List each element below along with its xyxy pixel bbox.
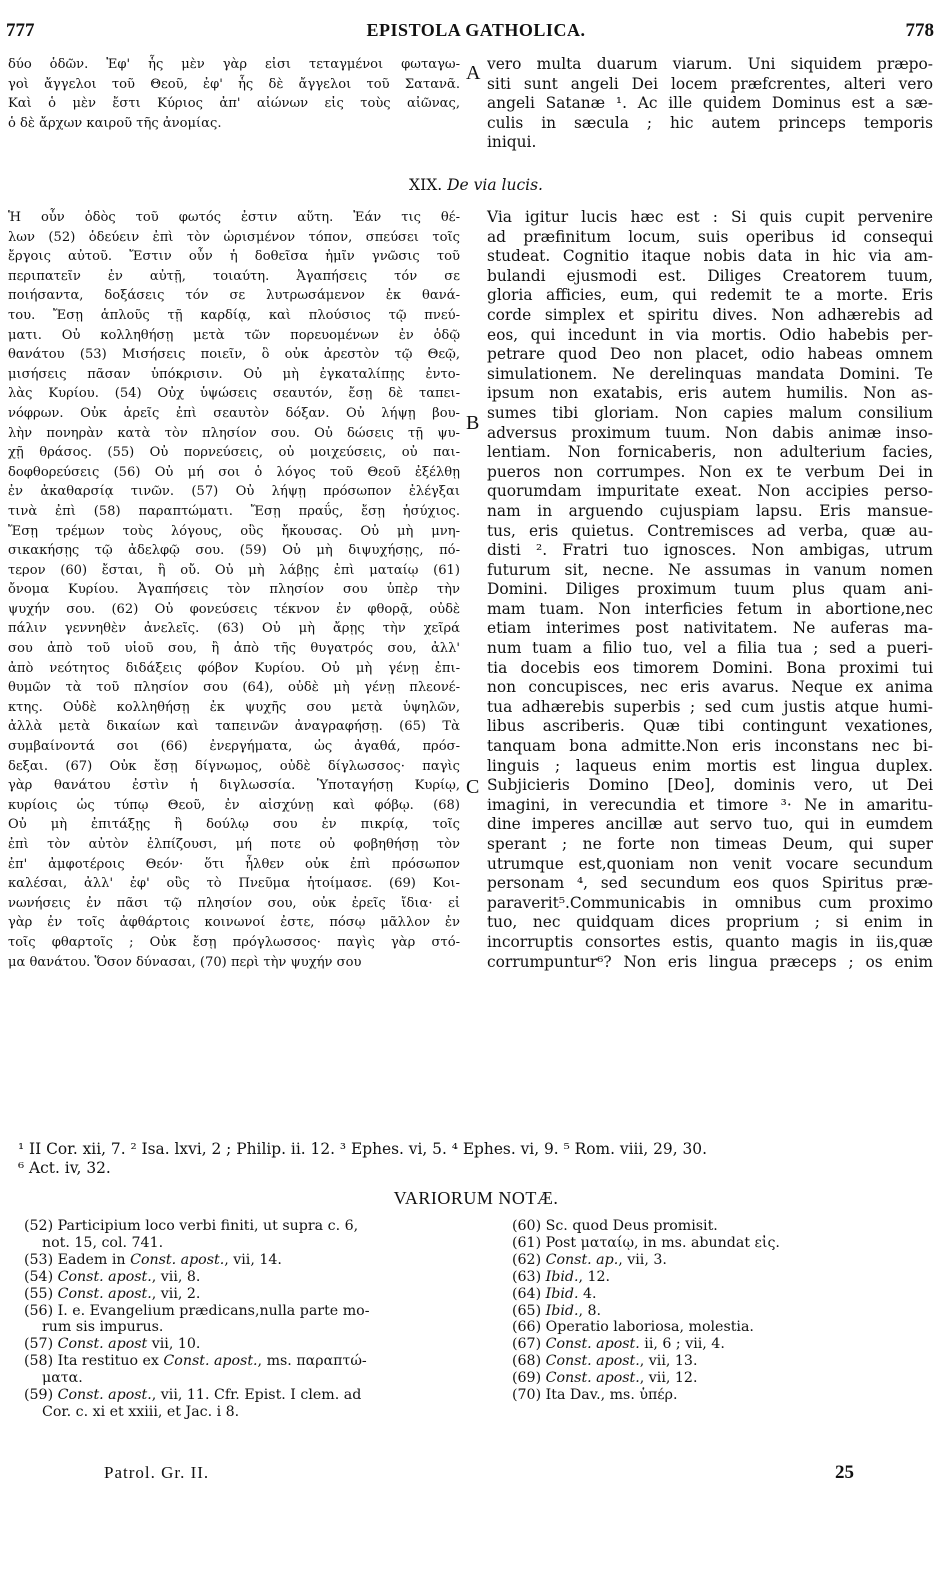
latin-line: petrare quod Deo non placet, odio habeas omnem (487, 345, 933, 364)
note-number: (65) (512, 1302, 542, 1319)
greek-line: δύο ὁδῶν. Ἐφ' ἧς μὲν γὰρ εἰσι τεταγμένοι φωταγω- (8, 57, 460, 72)
greek-line: περιπατεῖν ἐν αὐτῇ, τοιαύτη. Ἀγαπήσεις τόν σε (8, 268, 460, 284)
note-line (24, 1269, 484, 1286)
latin-line: etiam interimes post nativitatem. Ne auferas ma- (487, 619, 933, 638)
greek-line: τερον (60) ἔσται, ἢ οὔ. Οὐ μὴ λάβῃς ἐπὶ ματαίῳ (61) (8, 562, 460, 578)
page-number-right: 778 (905, 20, 934, 41)
latin-line: imagini, in verecundia et timore ³· Ne in amaritu- (487, 795, 933, 814)
note-text: I. e. Evangelium prædicans,nulla parte mo- (57, 1302, 370, 1319)
note-text: Post ματαίῳ, in ms. abundat εἰς. (545, 1234, 780, 1251)
note-number: (56) (24, 1302, 54, 1319)
greek-line: χῇ θράσος. (55) Οὐ πορνεύσεις, οὐ μοιχεύσεις, οὐ παι- (8, 445, 460, 461)
note-line (512, 1319, 932, 1336)
note-reference: vii, 10. (147, 1336, 201, 1353)
greek-line: Ἡ οὖν ὁδὸς τοῦ φωτός ἐστιν αὕτη. Ἐάν τις θέ- (8, 210, 460, 225)
greek-column-top (8, 55, 460, 133)
margin-marker-c: C (466, 776, 480, 798)
latin-line: tua adhærebis superbis ; sed cum justis atque humi- (487, 697, 933, 716)
latin-line: eos, qui incedunt in via mortis. Odio habebis per- (487, 325, 933, 344)
notes-column-right (512, 1218, 932, 1404)
latin-line: futurum sit, necne. Ne assumas in vanum nomen (487, 560, 933, 579)
latin-line: utrumque est,quoniam non venit vocare secundum (487, 854, 933, 873)
greek-line: του. Ἔσῃ ἁπλοῦς τῇ καρδίᾳ, καὶ πλούσιος τῷ πνεύ- (8, 307, 460, 323)
greek-line: ἐπ' ἀμφοτέροις Θεόν· ὅτι ἦλθεν οὐκ ἐπὶ πρόσωπον (8, 856, 460, 872)
note-line (512, 1353, 932, 1370)
note-citation: Ibid. (545, 1268, 579, 1285)
note-line (24, 1235, 484, 1252)
note-text: Sc. quod Deus promisit. (545, 1218, 718, 1234)
latin-line: gloria afficies, eum, qui redemit te a morte. Eris (487, 286, 933, 305)
latin-line: Via igitur lucis hæc est : Si quis cupit pervenire (487, 208, 933, 226)
greek-line: ἀπὸ νεότητος διδάξεις φόβον Κυρίου. Οὐ μὴ γένῃ ἐπι- (8, 660, 460, 676)
greek-line: μισήσεις πᾶσαν ὑπόκρισιν. Οὐ μὴ ἐγκαταλίπῃς ἐντο- (8, 366, 460, 382)
page-header (0, 0, 952, 40)
greek-line: ἔργοις αὐτοῦ. Ἔστιν οὖν ἡ δοθεῖσα ἡμῖν γνῶσις τοῦ (8, 249, 460, 265)
greek-line: Καὶ ὁ μὲν ἔστι Κύριος ἀπ' αἰώνων εἰς τοὺς αἰῶνας, (8, 96, 460, 112)
note-number: (67) (512, 1336, 542, 1353)
note-number: (57) (24, 1336, 54, 1353)
latin-line: num tuam a filio tuo, vel a filia tua ; sed a pueri- (487, 639, 933, 658)
note-line (24, 1370, 484, 1387)
latin-line: quorumdam impuritate exeat. Non accipies perso- (487, 482, 933, 501)
note-line (24, 1336, 484, 1353)
note-reference: 4. (578, 1285, 597, 1302)
running-title: EPISTOLA GATHOLICA. (366, 20, 586, 40)
latin-line: tus, eris quietus. Contremisces ad verba, quæ au- (487, 521, 933, 540)
note-line (24, 1218, 484, 1235)
note-citation: Const. apost. (57, 1285, 152, 1302)
latin-line: iniqui. (487, 133, 537, 152)
latin-line: vero multa duarum viarum. Uni siquidem præpo- (487, 55, 933, 73)
notes-column-left (24, 1218, 484, 1421)
greek-line: γὰρ θανάτου ἐστὶν ἡ διγλωσσία. Ὑποταγήσῃ Κυρίῳ, (8, 778, 460, 794)
note-text: Ita Dav., ms. ὑπέρ. (545, 1387, 678, 1404)
latin-line: sperant ; ne forte non timeas Deum, qui super (487, 835, 933, 853)
greek-line: τινὰ ἐπὶ (58) παραπτώματι. Ἔσῃ πραΰς, ἔσῃ ἡσύχιος. (8, 503, 460, 519)
latin-line: studeat. Cognitio itaque nobis data in hic via am- (487, 247, 933, 266)
note-number: (58) (24, 1353, 54, 1370)
latin-line: incorruptis consortes estis, quanto magis in iis,quæ (487, 932, 933, 951)
note-citation: Const. apost. (57, 1268, 152, 1285)
latin-line: culis in sæcula ; hic autem princeps temporis (487, 113, 933, 132)
greek-column-main (8, 208, 460, 972)
footnotes (18, 1140, 938, 1178)
latin-line: angeli Satanæ ¹. Ac ille quidem Dominus est a sæ- (487, 94, 933, 113)
greek-line: καλέσαι, ἀλλ' ἐφ' οὓς τὸ Πνεῦμα ἡτοίμασε. (69) Κοι- (8, 876, 460, 892)
section-title: De via lucis. (447, 176, 543, 194)
footnote-line: ¹ II Cor. xii, 7. ² Isa. lxvi, 2 ; Philip. ii. 12. ³ Ephes. vi, 5. ⁴ Ephes. vi, 9. ⁵ Rom. viii, 29, 30. (18, 1140, 707, 1158)
greek-line: νόφρων. Οὐκ ἀρεῖς ἐπὶ σεαυτὸν δόξαν. Οὐ λήψῃ βου- (8, 405, 460, 421)
note-line (512, 1286, 932, 1303)
note-number: (60) (512, 1218, 542, 1234)
note-citation: Const. apost. (57, 1387, 152, 1404)
note-text: rum sis impurus. (42, 1319, 164, 1336)
latin-line: nam in arguendo cujuspiam lapsu. Eris mansue- (487, 501, 933, 520)
note-line (512, 1235, 932, 1252)
note-line (512, 1252, 932, 1269)
note-number: (69) (512, 1370, 542, 1387)
note-number: (66) (512, 1319, 542, 1336)
note-text: not. 15, col. 741. (42, 1234, 164, 1251)
latin-line: corrumpuntur⁶? Non eris lingua præceps ; os enim (487, 952, 933, 971)
note-citation: Const. ap. (545, 1251, 619, 1268)
note-line (512, 1303, 932, 1320)
note-text: Cor. c. xi et xxiii, et Jac. i 8. (42, 1403, 240, 1420)
note-line (512, 1336, 932, 1353)
section-number: XIX. (409, 176, 443, 194)
latin-line: ipsum non exatabis, eris autem humilis. Non as- (487, 384, 933, 403)
latin-line: corde simplex et spiritu dives. Non adhærebis ad (487, 305, 933, 324)
note-text: ματα. (42, 1370, 83, 1387)
greek-line: λὴν πονηρὰν κατὰ τὸν πλησίον σου. Οὐ δώσεις τῇ ψυ- (8, 425, 460, 441)
note-number: (68) (512, 1353, 542, 1370)
section-heading (0, 176, 952, 194)
greek-line: σικακήσῃς τῷ ἀδελφῷ σου. (59) Οὐ μὴ διψυχήσῃς, πό- (8, 543, 460, 559)
note-citation: Const. apost. (545, 1353, 640, 1370)
note-number: (55) (24, 1285, 54, 1302)
greek-line: θανάτου (53) Μισήσεις ποιεῖν, ὃ οὐκ ἀρεστὸν τῷ Θεῷ, (8, 347, 460, 363)
latin-column-main (487, 208, 933, 972)
note-line (24, 1387, 484, 1404)
note-reference: , vii, 13. (639, 1353, 698, 1370)
latin-line: disti ². Fratri tuo ignosces. Non ambigas, utrum (487, 541, 933, 560)
note-text: Ita restituo ex (57, 1353, 159, 1370)
latin-line: sumes tibi gloriam. Non capies malum consilium (487, 403, 933, 422)
latin-line: paraverit⁵.Communicabis in omnibus cum proximo (487, 893, 933, 912)
note-citation: Const. apost. (545, 1370, 640, 1387)
greek-line: δεξαι. (67) Οὐκ ἔσῃ δίγνωμος, οὐδὲ δίγλωσσος· παγὶς (8, 758, 460, 774)
greek-line: ψυχήν σου. (62) Οὐ φονεύσεις τέκνον ἐν φθορᾷ, οὐδὲ (8, 601, 460, 617)
note-reference: ii, 6 ; vii, 4. (639, 1336, 725, 1353)
note-reference: , vii, 11. Cfr. Epist. I clem. ad (151, 1387, 362, 1404)
note-reference: , vii, 12. (639, 1370, 698, 1387)
note-reference: , vii, 8. (151, 1268, 201, 1285)
greek-line: συμβαίνοντά σοι (66) ἐνεργήματα, ὡς ἀγαθά, πρόσ- (8, 739, 460, 755)
note-reference: , 12. (578, 1268, 611, 1285)
greek-line: λὰς Κυρίου. (54) Οὐχ ὑψώσεις σεαυτόν, ἔσῃ δὲ ταπει- (8, 386, 460, 402)
latin-line: bulandi ejusmodi est. Diliges Creatorem tuum, (487, 266, 933, 285)
note-citation: Const. apost. (130, 1251, 225, 1268)
greek-line: Οὐ μὴ ἐπιτάξῃς ἢ δούλῳ σου ἐν πικρίᾳ, τοῖς (8, 817, 460, 833)
greek-line: σου ἀπὸ τοῦ υἱοῦ σου, ἢ ἀπὸ τῆς θυγατρός σου, ἀλλ' (8, 641, 460, 657)
latin-line: tuo, nec quidquam dices proprium ; si enim in (487, 913, 933, 932)
note-number: (59) (24, 1387, 54, 1404)
latin-line: non concupisces, nec eris avarus. Neque ex anima (487, 678, 933, 697)
margin-marker-b: B (466, 412, 480, 434)
greek-line: πάλιν γεννηθὲν ἀνελεῖς. (63) Οὐ μὴ ἄρῃς τὴν χεῖρά (8, 621, 460, 637)
greek-line: ἀλλὰ μετὰ δικαίων καὶ ταπεινῶν ἀναγραφήσῃ. (65) Τὰ (8, 719, 460, 735)
note-number: (61) (512, 1234, 542, 1251)
latin-line: mam tuam. Non interficies fetum in abortione,nec (487, 599, 933, 618)
greek-line: ματι. Οὐ κολληθήσῃ μετὰ τῶν πορευομένων ἐν ὁδῷ (8, 327, 460, 343)
note-text: Eadem in (57, 1251, 126, 1268)
latin-line: tanquam bona admitte.Non eris inconstans nec bi- (487, 737, 933, 756)
note-number: (63) (512, 1268, 542, 1285)
note-number: (52) (24, 1218, 54, 1234)
note-citation: Const. apost (57, 1336, 148, 1353)
footnote-line: ⁶ Act. iv, 32. (18, 1159, 111, 1177)
greek-line: δοφθορεύσεις (56) Οὐ μή σοι ὁ λόγος τοῦ Θεοῦ ἐξέλθῃ (8, 464, 460, 480)
latin-line: Domini. Diliges proximum tuum plus quam ani- (487, 580, 933, 599)
note-citation: Ibid. (545, 1285, 579, 1302)
note-line (512, 1218, 932, 1235)
note-line (24, 1303, 484, 1320)
page-number-left: 777 (6, 20, 35, 41)
note-reference: , vii, 3. (618, 1251, 667, 1268)
note-citation: Const. apost. (545, 1336, 640, 1353)
latin-column-top (487, 55, 933, 153)
latin-line: pueros non corrumpes. Non ex te verbum Dei in (487, 462, 933, 481)
latin-line: siti sunt angeli Dei locem præfcrentes, alteri vero (487, 74, 933, 93)
note-line (24, 1286, 484, 1303)
note-number: (54) (24, 1268, 54, 1285)
greek-line: ὁ δὲ ἄρχων καιροῦ τῆς ἀνομίας. (8, 115, 222, 131)
note-number: (64) (512, 1285, 542, 1302)
greek-line: ἐν ἀκαθαρσίᾳ τινῶν. (57) Οὐ λήψῃ πρόσωπον ἐλέγξαι (8, 484, 460, 500)
note-citation: Ibid. (545, 1302, 579, 1319)
greek-line: νωνήσεις ἐν πᾶσι τῷ πλησίον σου, οὐκ ἐρεῖς ἴδια· εἰ (8, 895, 460, 911)
latin-line: lentiam. Non fornicaberis, non adulterium facies, (487, 443, 933, 462)
latin-line: Subjicieris Domino [Deo], dominis vero, ut Dei (487, 776, 933, 795)
note-reference: , vii, 14. (224, 1251, 282, 1268)
greek-line: ἐπὶ τὸν αὐτὸν ἐλπίζουσι, μή ποτε οὐ φοβηθήσῃ τὸν (8, 837, 460, 852)
greek-line: γοὶ ἄγγελοι τοῦ Θεοῦ, ἐφ' ἧς δὲ ἄγγελοι τοῦ Σατανᾶ. (8, 76, 460, 92)
latin-line: tia docebis eos timorem Domini. Bona proximi tui (487, 658, 933, 677)
greek-line: ποιήσαντα, δοξάσεις τόν σε λυτρωσάμενον ἐκ θανά- (8, 288, 460, 304)
greek-line: Ἔσῃ τρέμων τοὺς λόγους, οὓς ἤκουσας. Οὐ μὴ μνη- (8, 523, 460, 539)
note-line (512, 1269, 932, 1286)
latin-line: simulationem. Ne derelinquas mandata Domini. Te (487, 364, 933, 383)
note-text: Participium loco verbi finiti, ut supra c. 6, (57, 1218, 359, 1234)
note-number: (70) (512, 1387, 542, 1404)
notes-heading: VARIORUM NOTÆ. (393, 1188, 559, 1208)
note-line (24, 1252, 484, 1269)
greek-line: λων (52) ὁδεύειν ἐπὶ τὸν ὡρισμένον τόπον, σπεύσει τοῖς (8, 229, 460, 245)
note-reference: , 8. (578, 1302, 602, 1319)
note-line (24, 1404, 484, 1421)
latin-line: linguis ; laqueus enim mortis est lingua duplex. (487, 756, 933, 775)
greek-line: γὰρ ἐν τοῖς ἀφθάρτοις κοινωνοί ἐστε, πόσῳ μᾶλλον ἐν (8, 915, 460, 931)
latin-line: personam ⁴, sed secundum eos quos Spiritus præ- (487, 874, 933, 893)
greek-line: κυρίοις ὡς τύπῳ Θεοῦ, ἐν αἰσχύνῃ καὶ φόβῳ. (68) (8, 797, 460, 813)
greek-line: ὄνομα Κυρίου. Ἀγαπήσεις τὸν πλησίον σου ὑπὲρ τὴν (8, 582, 460, 598)
note-number: (53) (24, 1251, 54, 1268)
note-citation: Const. apost. (163, 1353, 258, 1370)
note-line (512, 1370, 932, 1387)
note-reference: , ms. παραπτώ- (257, 1353, 367, 1370)
note-line (512, 1387, 932, 1404)
latin-line: dine imperes ancillæ aut servo tuo, qui in eumdem (487, 815, 933, 834)
greek-line: θυμῶν τὰ τοῦ πλησίον σου (64), οὐδὲ μὴ γένῃ πλεονέ- (8, 680, 460, 696)
latin-line: ad præfinitum locum, suis operibus id consequi (487, 227, 933, 246)
note-text: Operatio laboriosa, molestia. (545, 1319, 754, 1336)
greek-line: κτης. Οὐδὲ κολληθήσῃ ἐκ ψυχῆς σου μετὰ ὑψηλῶν, (8, 699, 460, 715)
note-line (24, 1353, 484, 1370)
note-reference: , vii, 2. (151, 1285, 201, 1302)
latin-line: libus ascriberis. Quæ tibi contingunt vexationes, (487, 717, 933, 736)
footer-series: Patrol. Gr. II. (104, 1463, 210, 1482)
margin-marker-a: A (466, 62, 481, 84)
note-number: (62) (512, 1251, 542, 1268)
greek-line: τοῖς φθαρτοῖς ; Οὐκ ἔσῃ πρόγλωσσος· παγὶς γὰρ στό- (8, 934, 460, 950)
greek-line: μα θανάτου. Ὅσον δύνασαι, (70) περὶ τὴν ψυχήν σου (8, 954, 362, 970)
note-line (24, 1319, 484, 1336)
footer-signature: 25 (835, 1462, 854, 1483)
latin-line: adversus proximum tuum. Non dabis animæ inso- (487, 423, 933, 442)
